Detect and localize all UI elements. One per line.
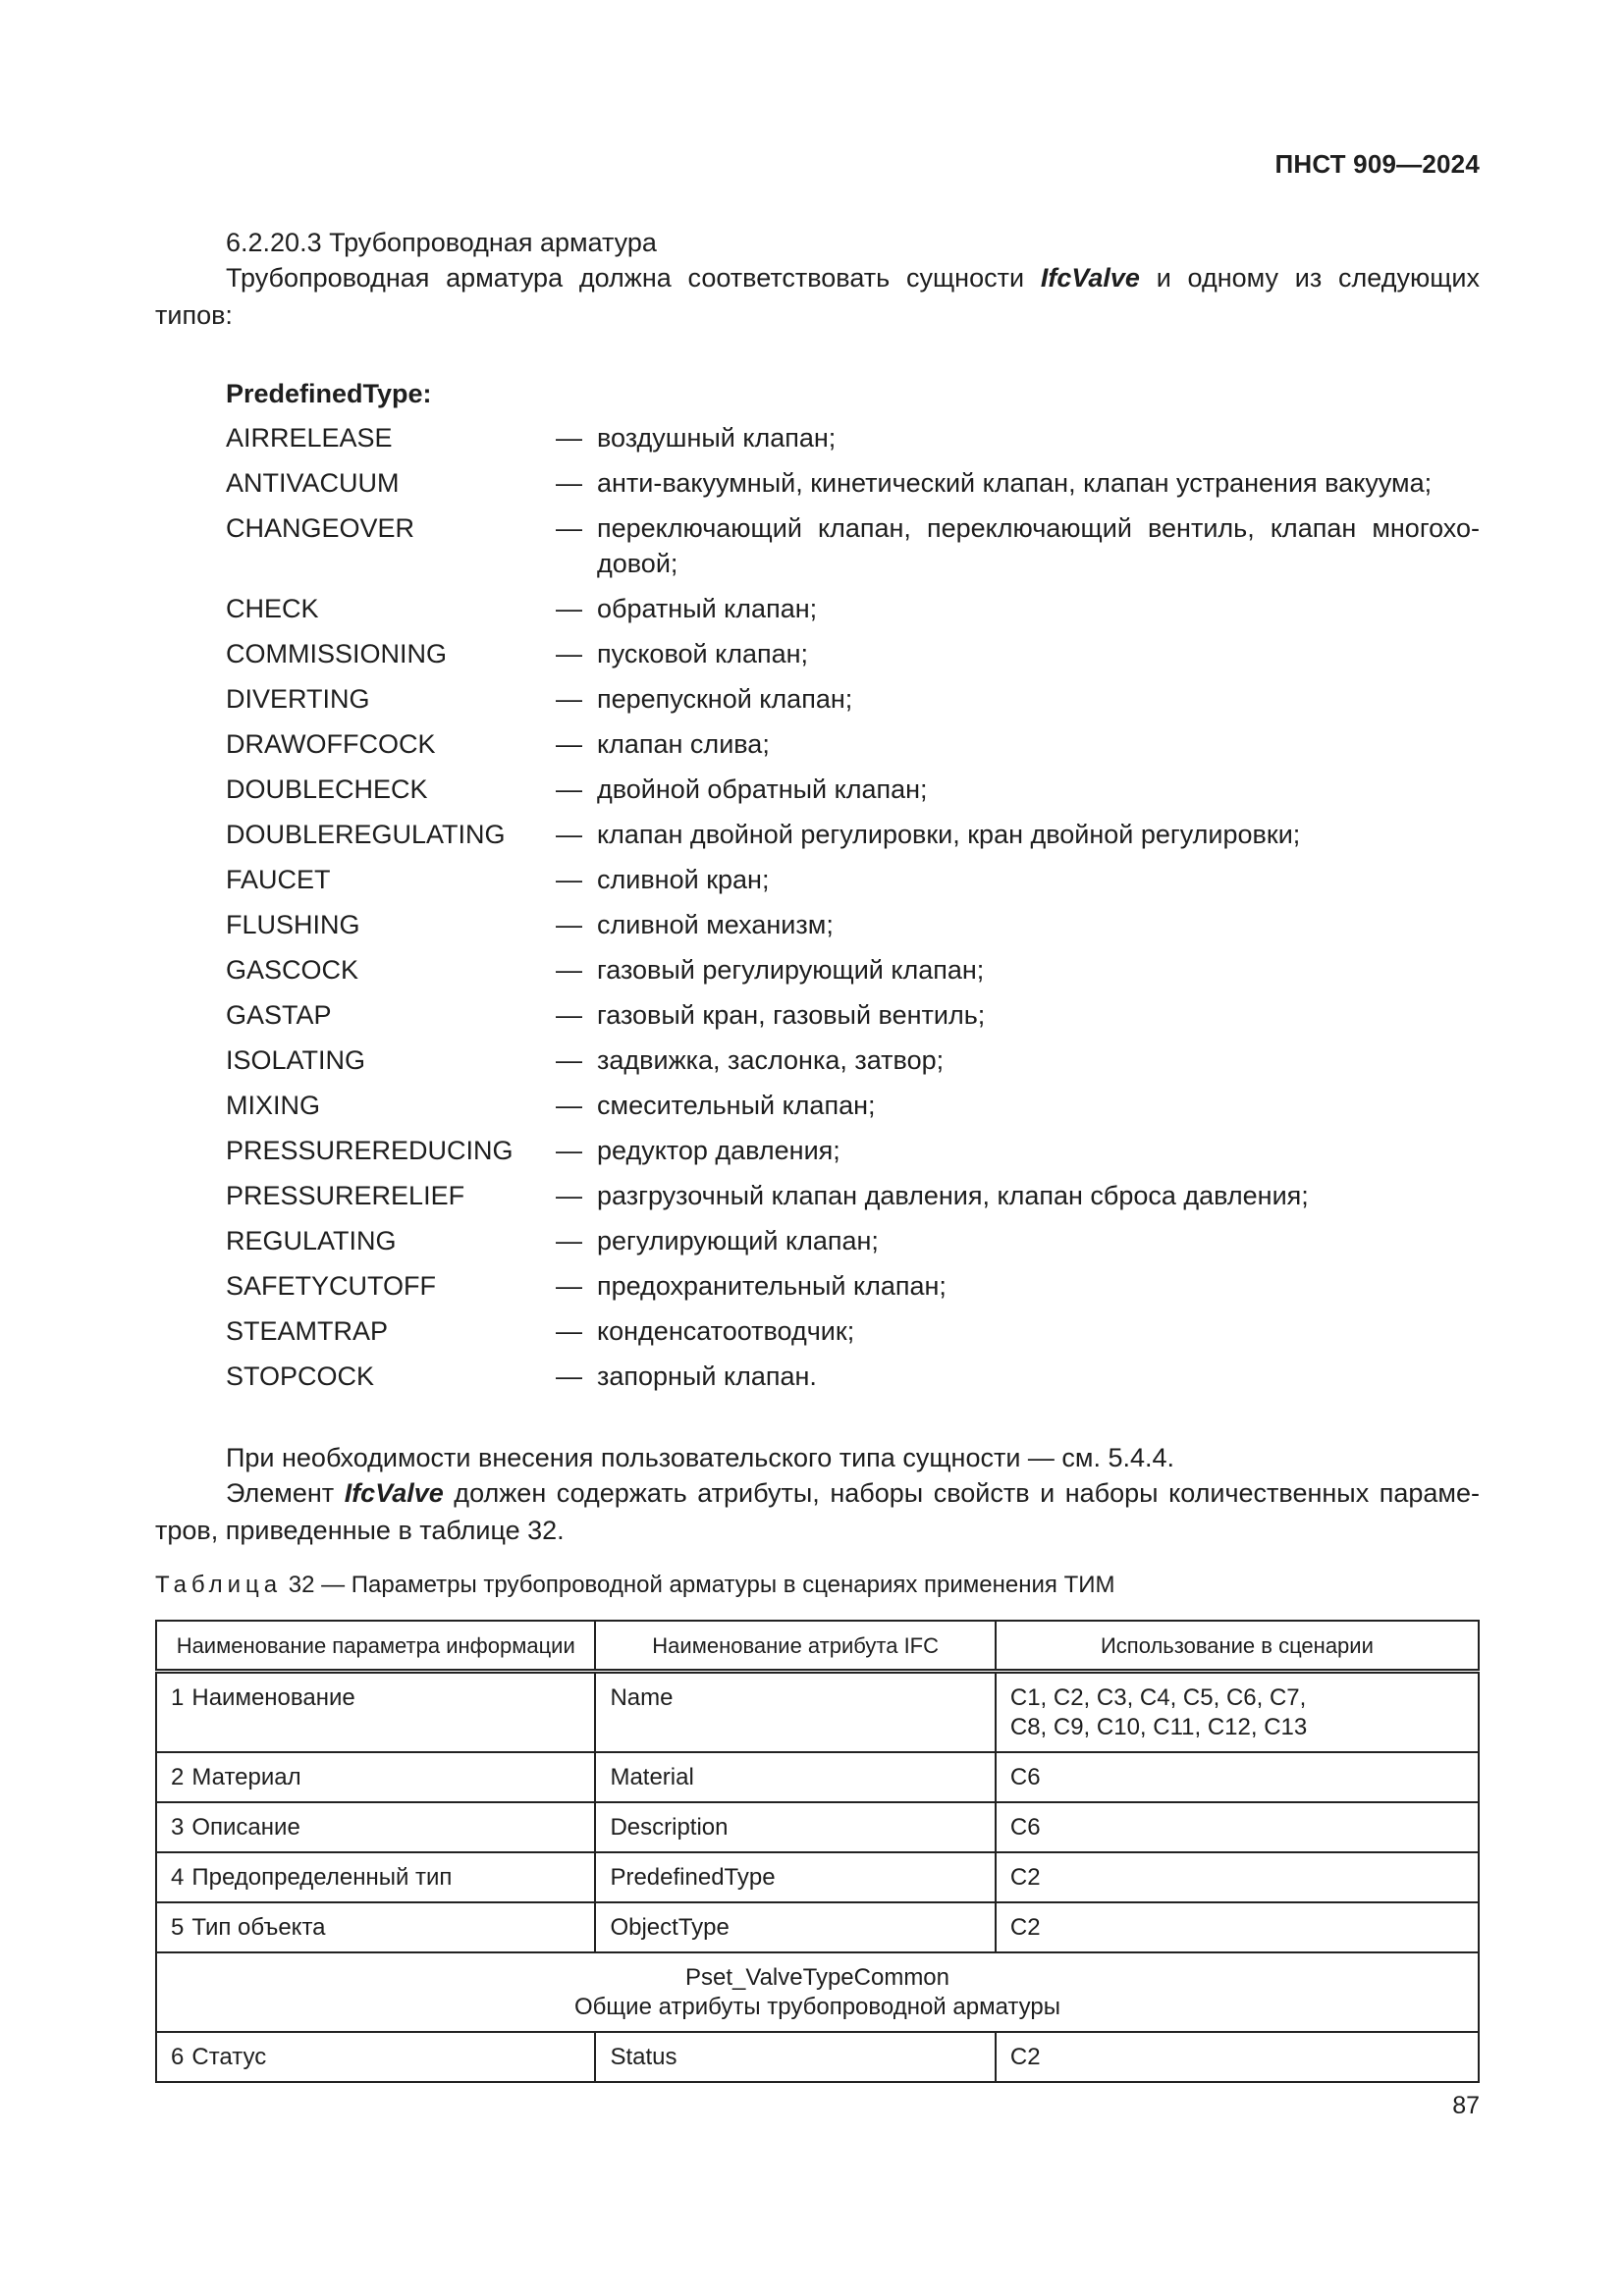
type-row bbox=[226, 907, 1480, 942]
type-code: REGULATING bbox=[226, 1226, 397, 1255]
type-code: MIXING bbox=[226, 1091, 321, 1120]
element-paragraph bbox=[155, 1474, 1480, 1549]
parameters-table bbox=[155, 1620, 1480, 2083]
predefined-type-label: PredefinedType: bbox=[226, 379, 432, 408]
ifc-attr-cell: PredefinedType bbox=[595, 1852, 995, 1902]
custom-type-paragraph: При необходимости внесения пользовательского типа сущности — см. 5.4.4. bbox=[226, 1443, 1175, 1472]
usage-cell: C6 bbox=[996, 1752, 1479, 1802]
type-description: редуктор давления; bbox=[597, 1136, 840, 1165]
type-row bbox=[226, 726, 1480, 762]
type-description: клапан двойной регулировки, кран двойной регулировки; bbox=[597, 820, 1301, 849]
pset-name: Pset_ValveTypeCommon bbox=[684, 1964, 949, 1991]
table-row bbox=[156, 2032, 1479, 2082]
usage-cell: C2 bbox=[996, 1902, 1479, 1952]
param-name-cell: 3 Описание bbox=[156, 1802, 595, 1852]
pset-cell bbox=[156, 1952, 1479, 2032]
usage-cell: C1, C2, C3, C4, C5, C6, C7, C8, C9, C10, C11, C12, C13 bbox=[996, 1672, 1479, 1753]
type-row bbox=[226, 1042, 1480, 1078]
ifc-attr-cell: Material bbox=[595, 1752, 995, 1802]
type-description: регулирующий клапан; bbox=[597, 1226, 879, 1255]
element-prefix: Элемент bbox=[226, 1478, 345, 1508]
type-dash: — bbox=[556, 1271, 582, 1301]
section-title: 6.2.20.3 Трубопроводная арматура bbox=[226, 228, 657, 257]
element-suffix: должен содержать атрибуты, наборы свойств и наборы количественных параме-тров, приведенные в таблице 32. bbox=[155, 1478, 1480, 1545]
type-code: STEAMTRAP bbox=[226, 1316, 389, 1346]
type-code: SAFETYCUTOFF bbox=[226, 1271, 437, 1301]
type-code: FLUSHING bbox=[226, 910, 360, 939]
type-description: газовый регулирующий клапан; bbox=[597, 955, 985, 985]
type-code: ANTIVACUUM bbox=[226, 468, 400, 498]
type-dash: — bbox=[556, 513, 582, 543]
type-code: FAUCET bbox=[226, 865, 331, 894]
type-description: запорный клапан. bbox=[597, 1362, 817, 1391]
type-dash: — bbox=[556, 639, 582, 668]
intro-prefix: Трубопроводная арматура должна соответствовать сущности bbox=[226, 263, 1041, 293]
type-row bbox=[226, 862, 1480, 897]
type-code: PRESSURERELIEF bbox=[226, 1181, 465, 1210]
type-row bbox=[226, 1088, 1480, 1123]
type-row bbox=[226, 681, 1480, 717]
type-description: сливной механизм; bbox=[597, 910, 834, 939]
type-row bbox=[226, 420, 1480, 455]
type-description: предохранительный клапан; bbox=[597, 1271, 947, 1301]
table-header-row bbox=[156, 1621, 1479, 1672]
type-dash: — bbox=[556, 1362, 582, 1391]
usage-cell: C2 bbox=[996, 2032, 1479, 2082]
pset-row bbox=[156, 1952, 1479, 2032]
type-dash: — bbox=[556, 1091, 582, 1120]
type-code: GASCOCK bbox=[226, 955, 359, 985]
table-row bbox=[156, 1902, 1479, 1952]
type-row bbox=[226, 591, 1480, 626]
type-dash: — bbox=[556, 1136, 582, 1165]
type-dash: — bbox=[556, 955, 582, 985]
document-id: ПНСТ 909—2024 bbox=[1274, 149, 1480, 179]
type-row bbox=[226, 636, 1480, 671]
type-dash: — bbox=[556, 594, 582, 623]
type-dash: — bbox=[556, 1000, 582, 1030]
type-row bbox=[226, 1133, 1480, 1168]
table-caption-word: Таблица bbox=[155, 1572, 283, 1598]
entity-name: IfcValve bbox=[1040, 263, 1140, 293]
type-row bbox=[226, 1178, 1480, 1213]
type-dash: — bbox=[556, 729, 582, 759]
type-dash: — bbox=[556, 684, 582, 714]
param-name-cell: 6 Статус bbox=[156, 2032, 595, 2082]
type-row bbox=[226, 1313, 1480, 1349]
type-description: переключающий клапан, переключающий вентиль, клапан многохо-довой; bbox=[597, 513, 1480, 578]
type-description: анти-вакуумный, кинетический клапан, клапан устранения вакуума; bbox=[597, 468, 1433, 498]
type-code: DOUBLEREGULATING bbox=[226, 820, 506, 849]
type-description: газовый кран, газовый вентиль; bbox=[597, 1000, 986, 1030]
type-code: DOUBLECHECK bbox=[226, 774, 428, 804]
param-name-cell: 1 Наименование bbox=[156, 1672, 595, 1753]
type-row bbox=[226, 952, 1480, 988]
type-row bbox=[226, 510, 1480, 581]
header-info-parameter: Наименование параметра информации bbox=[156, 1621, 595, 1672]
predefined-type-list bbox=[226, 420, 1480, 1404]
type-description: разгрузочный клапан давления, клапан сброса давления; bbox=[597, 1181, 1309, 1210]
type-description: конденсатоотводчик; bbox=[597, 1316, 855, 1346]
type-code: DIVERTING bbox=[226, 684, 370, 714]
type-row bbox=[226, 465, 1480, 501]
type-code: AIRRELEASE bbox=[226, 423, 393, 453]
type-code: CHECK bbox=[226, 594, 319, 623]
type-description: обратный клапан; bbox=[597, 594, 818, 623]
param-name-cell: 4 Предопределенный тип bbox=[156, 1852, 595, 1902]
header-ifc-attribute: Наименование атрибута IFC bbox=[595, 1621, 995, 1672]
table-row bbox=[156, 1752, 1479, 1802]
type-row bbox=[226, 772, 1480, 807]
type-dash: — bbox=[556, 1226, 582, 1255]
ifc-attr-cell: Name bbox=[595, 1672, 995, 1753]
page-number: 87 bbox=[1452, 2092, 1480, 2119]
intro-suffix: и одному из следующих типов: bbox=[155, 263, 1481, 330]
type-code: ISOLATING bbox=[226, 1045, 366, 1075]
type-code: GASTAP bbox=[226, 1000, 332, 1030]
type-code: CHANGEOVER bbox=[226, 513, 415, 543]
ifc-attr-cell: Description bbox=[595, 1802, 995, 1852]
intro-paragraph bbox=[155, 259, 1480, 334]
type-description: задвижка, заслонка, затвор; bbox=[597, 1045, 945, 1075]
pset-description: Общие атрибуты трубопроводной арматуры bbox=[574, 1994, 1060, 2020]
type-row bbox=[226, 1268, 1480, 1304]
type-dash: — bbox=[556, 1045, 582, 1075]
ifc-attr-cell: Status bbox=[595, 2032, 995, 2082]
type-description: клапан слива; bbox=[597, 729, 770, 759]
type-dash: — bbox=[556, 865, 582, 894]
ifc-attr-cell: ObjectType bbox=[595, 1902, 995, 1952]
type-dash: — bbox=[556, 468, 582, 498]
type-description: смесительный клапан; bbox=[597, 1091, 876, 1120]
type-description: пусковой клапан; bbox=[597, 639, 809, 668]
type-dash: — bbox=[556, 910, 582, 939]
type-description: воздушный клапан; bbox=[597, 423, 837, 453]
usage-cell: C2 bbox=[996, 1852, 1479, 1902]
table-row bbox=[156, 1802, 1479, 1852]
table-row bbox=[156, 1672, 1479, 1753]
type-description: двойной обратный клапан; bbox=[597, 774, 928, 804]
type-code: COMMISSIONING bbox=[226, 639, 448, 668]
type-description: сливной кран; bbox=[597, 865, 770, 894]
type-code: STOPCOCK bbox=[226, 1362, 375, 1391]
table-caption bbox=[155, 1572, 1114, 1599]
type-row bbox=[226, 1223, 1480, 1258]
type-dash: — bbox=[556, 820, 582, 849]
type-row bbox=[226, 817, 1480, 852]
header-scenario-usage: Использование в сценарии bbox=[996, 1621, 1479, 1672]
type-dash: — bbox=[556, 423, 582, 453]
param-name-cell: 5 Тип объекта bbox=[156, 1902, 595, 1952]
usage-cell: C6 bbox=[996, 1802, 1479, 1852]
type-dash: — bbox=[556, 774, 582, 804]
table-caption-text: 32 — Параметры трубопроводной арматуры в сценариях применения ТИМ bbox=[282, 1572, 1115, 1598]
param-name-cell: 2 Материал bbox=[156, 1752, 595, 1802]
type-code: DRAWOFFCOCK bbox=[226, 729, 436, 759]
type-description: перепускной клапан; bbox=[597, 684, 853, 714]
type-row bbox=[226, 997, 1480, 1033]
type-row bbox=[226, 1359, 1480, 1394]
type-dash: — bbox=[556, 1181, 582, 1210]
type-code: PRESSUREREDUCING bbox=[226, 1136, 514, 1165]
table-row bbox=[156, 1852, 1479, 1902]
entity-name: IfcValve bbox=[344, 1478, 444, 1508]
type-dash: — bbox=[556, 1316, 582, 1346]
